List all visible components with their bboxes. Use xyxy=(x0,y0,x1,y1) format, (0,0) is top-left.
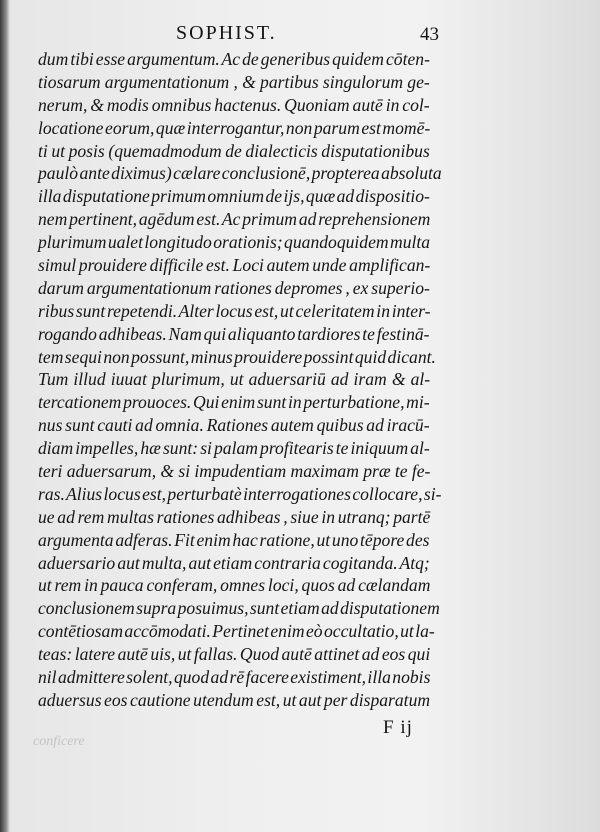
text-line: tiosarum argumentationum , & partibus singulorum ge- xyxy=(38,71,430,92)
text-line: darum argumentationum rationes depromes , ex superio- xyxy=(38,277,430,298)
text-line: teas: latere autē uis, ut fallas. Quod autē attinet ad eos qui xyxy=(38,644,431,665)
text-line: ribus sunt repetendi. Alter locus est, ut celeritatem in inter- xyxy=(38,300,431,321)
text-line: ue ad rem multas rationes adhibeas , siue in utranq; partē xyxy=(38,506,431,527)
text-line: nus sunt cauti ad omnia. Rationes autem quibus ad iracū- xyxy=(38,415,430,436)
text-line: rogando adhibeas. Nam qui aliquanto tardiores te festinā- xyxy=(38,323,430,344)
text-line: Tum illud iuuat plurimum, ut aduersariū ad iram & al- xyxy=(38,369,431,390)
text-line: ti ut posis (quemadmodum de dialecticis disputationibus xyxy=(38,140,430,161)
text-line: contētiosam accōmodati. Pertinet enim eò occultatio, ut la- xyxy=(38,621,435,642)
text-line: diam impelles, hæ sunt: si palam profitearis te iniquum al- xyxy=(38,438,430,459)
text-line: nerum, & modis omnibus hactenus. Quoniam autē in col- xyxy=(38,94,430,115)
text-line: tem sequi non possunt, minus prouidere possint quid dicant. xyxy=(38,346,436,367)
body-text xyxy=(38,48,442,712)
text-line: aduersus eos cautione utendum est, ut aut per disparatum xyxy=(38,689,431,710)
text-line: teri aduersarum, & si impudentiam maximam præ te fe- xyxy=(38,461,431,482)
page-number: 43 xyxy=(420,24,439,45)
text-line: nem pertinent, agēdum est. Ac primum ad reprehensionem xyxy=(38,209,431,230)
running-head xyxy=(0,18,600,48)
text-line: dum tibi esse argumentum. Ac de generibus quidem cōten- xyxy=(38,49,430,69)
text-line: simul prouidere difficile est. Loci autem unde amplifican- xyxy=(38,255,431,276)
running-title: SOPHIST. xyxy=(176,22,277,44)
text-line: nil admittere solent, quod ad rē facere existiment, illa nobis xyxy=(38,667,431,688)
text-line: illa disputatione primum omnium de ijs, quæ ad dispositio- xyxy=(38,186,430,207)
bleed-through-text: conficere xyxy=(33,734,85,749)
page-gutter-shadow xyxy=(0,0,10,832)
text-line: tercationem prouoces. Qui enim sunt in perturbatione, mi- xyxy=(38,392,430,413)
text-line: argumenta adferas. Fit enim hac ratione, ut uno tēpore des xyxy=(38,529,430,550)
text-line: plurimum ualet longitudo orationis; quandoquidem multa xyxy=(38,232,431,253)
text-line: ut rem in pauca conferam, omnes loci, quos ad cælandam xyxy=(38,575,431,596)
text-line: locatione eorum, quæ interrogantur, non parum est momē- xyxy=(38,117,431,138)
signature-mark: F ij xyxy=(383,717,413,738)
text-line: ras. Alius locus est, perturbatè interrogationes collocare, si- xyxy=(38,483,442,504)
text-line: conclusionem supra posuimus, sunt etiam ad disputationem xyxy=(38,598,440,619)
text-line: paulò ante diximus) cælare conclusionē, propterea absoluta xyxy=(38,163,442,184)
text-line: aduersario aut multa, aut etiam contraria cogitanda. Atq; xyxy=(38,552,430,573)
